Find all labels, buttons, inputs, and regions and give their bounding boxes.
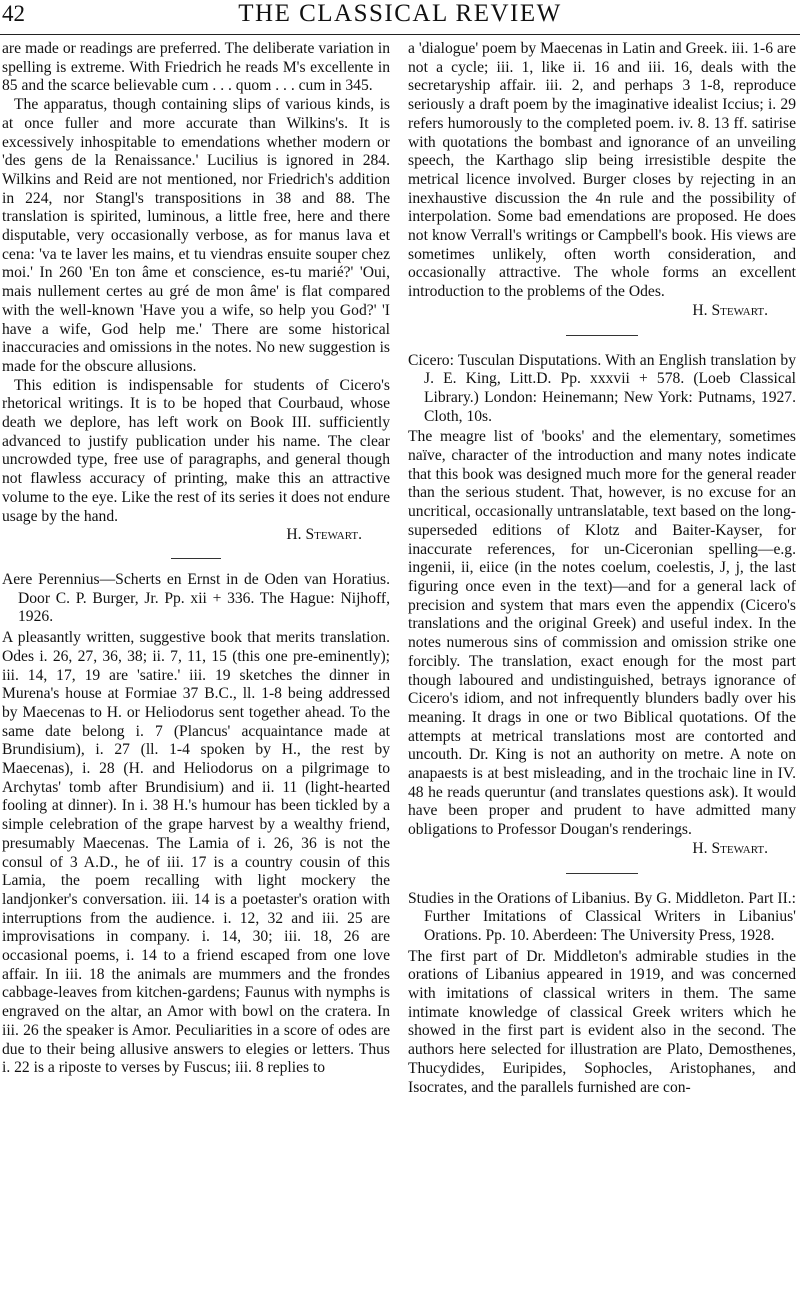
review-heading-tusculan-disputations: Cicero: Tusculan Disputations. With an English translation by J. E. King, Litt.D. Pp. xxxvii + 578. (Loeb Classical Library.) London: Heinemann; New York: Putnams, 1927. Cloth, 10s. (408, 351, 796, 425)
page-header (0, 0, 800, 35)
left-paragraph-2: The apparatus, though containing slips of various kinds, is at once fuller and more accurate than Wilkins's. It is excessively inhospitable to emendations whether modern or 'des gens de la Renaissance.' Lucilius is ignored in 284. Wilkins and Reid are not mentioned, nor Friedrich's addition in 224, nor Stangl's transpositions in 38 and 88. The translation is spirited, luminous, a little free, here and there disputable, very occasionally verbose, as for manus lava et cena: 'va te laver les mains, et tu viendras ensuite souper chez moi.' In 260 'En ton âme et conscience, es-tu marié?' 'Oui, mais nullement certes au gré de mon âme' is flat compared with the well-known 'Have you a wife, so help you God?' 'I have a wife, God help me.' There are some historical inaccuracies and omissions in the notes. No new suggestion is made for the obscure allusions. (2, 96, 390, 375)
left-column (2, 40, 390, 1078)
page-number: 42 (2, 1, 25, 26)
review-body-tusculan-disputations: The meagre list of 'books' and the elementary, sometimes naïve, character of the introduction and many notes indicate that this book was designed much more for the general reader than the serious student. That, however, is no excuse for an uncritical, occasionally untranslatable, text based on the long-superseded editions of Klotz and Baiter-Kayser, for inaccurate references, for un-Ciceronian spelling—e.g. ingenii, ii, eiice (in the notes coelum, coelestis, J, j, the last figuring once even in the text)—and for a general lack of precision and system that mars even the appendix (Cicero's translations and the original Greek) and useful index. In the notes numerous sins of commission and omission strike one forcibly. The translation, exact enough for the most part though laboured and undistinguished, betrays ignorance of Cicero's idiom, and not infrequently blunders badly over his meaning. It drags in one or two Biblical quotations. Of the attempts at metrical translations most are contorted and uncouth. Dr. King is not an authority on metre. A note on anapaests is at best misleading, and in the trochaic line in IV. 48 he reads queruntur (and translates questions ask). It would have been proper and prudent to have admitted many obligations to Professor Dougan's renderings. (408, 428, 796, 839)
running-title: THE CLASSICAL REVIEW (238, 0, 562, 27)
review-body-libanius: The first part of Dr. Middleton's admirable studies in the orations of Libanius appeared in 1919, and was concerned with imitations of classical writers in them. The same intimate knowledge of classical Greek writers which he showed in the first part is evident also in the second. The authors here selected for illustration are Plato, Demosthenes, Thucydides, Euripides, Sophocles, Aristophanes, and Isocrates, and the parallels furnished are con- (408, 947, 796, 1096)
left-paragraph-3: This edition is indispensable for students of Cicero's rhetorical writings. It is to be hoped that Courbaud, whose death we deplore, has left work on Book III. sufficiently advanced to justify publication under his name. The clear uncrowded type, free use of paragraphs, and general though not flawless accuracy of printing, make this an attractive volume to the eye. Like the rest of its series it does not endure usage by the hand. (2, 376, 390, 525)
review-heading-aere-perennius: Aere Perennius—Scherts en Ernst in de Oden van Horatius. Door C. P. Burger, Jr. Pp. xii + 336. The Hague: Nijhoff, 1926. (2, 570, 390, 626)
right-column (408, 40, 796, 1097)
left-paragraph-1: are made or readings are preferred. The deliberate variation in spelling is extreme. With Friedrich he reads M's excellente in 85 and the scarce believable cum . . . quom . . . cum in 345. (2, 40, 390, 95)
signature-stewart-1: H. Stewart. (286, 526, 362, 544)
section-divider (566, 873, 638, 874)
review-body-aere-perennius: A pleasantly written, suggestive book that merits translation. Odes i. 26, 27, 36, 38; ii. 7, 11, 15 (this one pre-eminently); iii. 14, 17, 19 are 'satire.' iii. 19 sketches the dinner in Murena's house at Formiae 37 B.C., ll. 1-8 being addressed by Maecenas to H. or Heliodorus sent together ahead. To the same date belong i. 7 (Plancus' acquaintance made at Brundisium), i. 27 (ll. 1-4 spoken by H., the rest by Maecenas), i. 28 (H. and Heliodorus on a pilgrimage to Archytas' tomb after Brundisium) and ii. 11 (light-hearted fooling at dinner). In i. 38 H.'s humour has been tickled by a simple celebration of the grape harvest by a wealthy friend, presumably Maecenas. The Lamia of i. 26, 36 is not the consul of 3 A.D., he of iii. 17 is a country cousin of this Lamia, the poem recalling with light mockery the landjonker's conversation. iii. 14 is a poetaster's oration with interruptions from the audience. i. 12, 32 and iii. 25 are improvisations in company. i. 14, 30; iii. 18, 26 are occasional poems, i. 14 to a friend escaped from one love affair. In iii. 18 the animals are mummers and the frondes cabbage-leaves from kitchen-gardens; Faunus with nymphs is engraved on the altar, an Amor with bowl on the cratera. In iii. 26 the speaker is Amor. Peculiarities in a score of odes are due to their being allusive answers to elegies or letters. Thus i. 22 is a riposte to verses by Fuscus; iii. 8 replies to (2, 629, 390, 1077)
right-paragraph-1: a 'dialogue' poem by Maecenas in Latin and Greek. iii. 1-6 are not a cycle; iii. 1, like ii. 16 and iii. 16, deals with the secretaryship affair. iii. 2, and perhaps 3 1-8, reproduce seriously a draft poem by the imaginative idealist Iccius; i. 29 refers humorously to the completed poem. iv. 8. 13 ff. satirise with quotations the bombast and ignorance of an unveiling speech, the Karthago slip being irresistible despite the metrical licence involved. Burger closes by rejecting in an inexhaustive discussion the 4n rule and the possibility of interpolation. Some bad emendations are proposed. He does not know Verrall's writings or Campbell's book. His views are sometimes unlikely, often worth consideration, and occasionally attractive. The whole forms an excellent introduction to the problems of the Odes. (408, 40, 796, 301)
section-divider (566, 335, 638, 336)
section-divider (171, 558, 221, 559)
signature-stewart-3: H. Stewart. (692, 839, 768, 857)
signature-stewart-2: H. Stewart. (692, 301, 768, 319)
review-heading-libanius: Studies in the Orations of Libanius. By G. Middleton. Part II.: Further Imitations of Classical Writers in Libanius' Orations. Pp. 10. Aberdeen: The University Press, 1928. (408, 889, 796, 944)
